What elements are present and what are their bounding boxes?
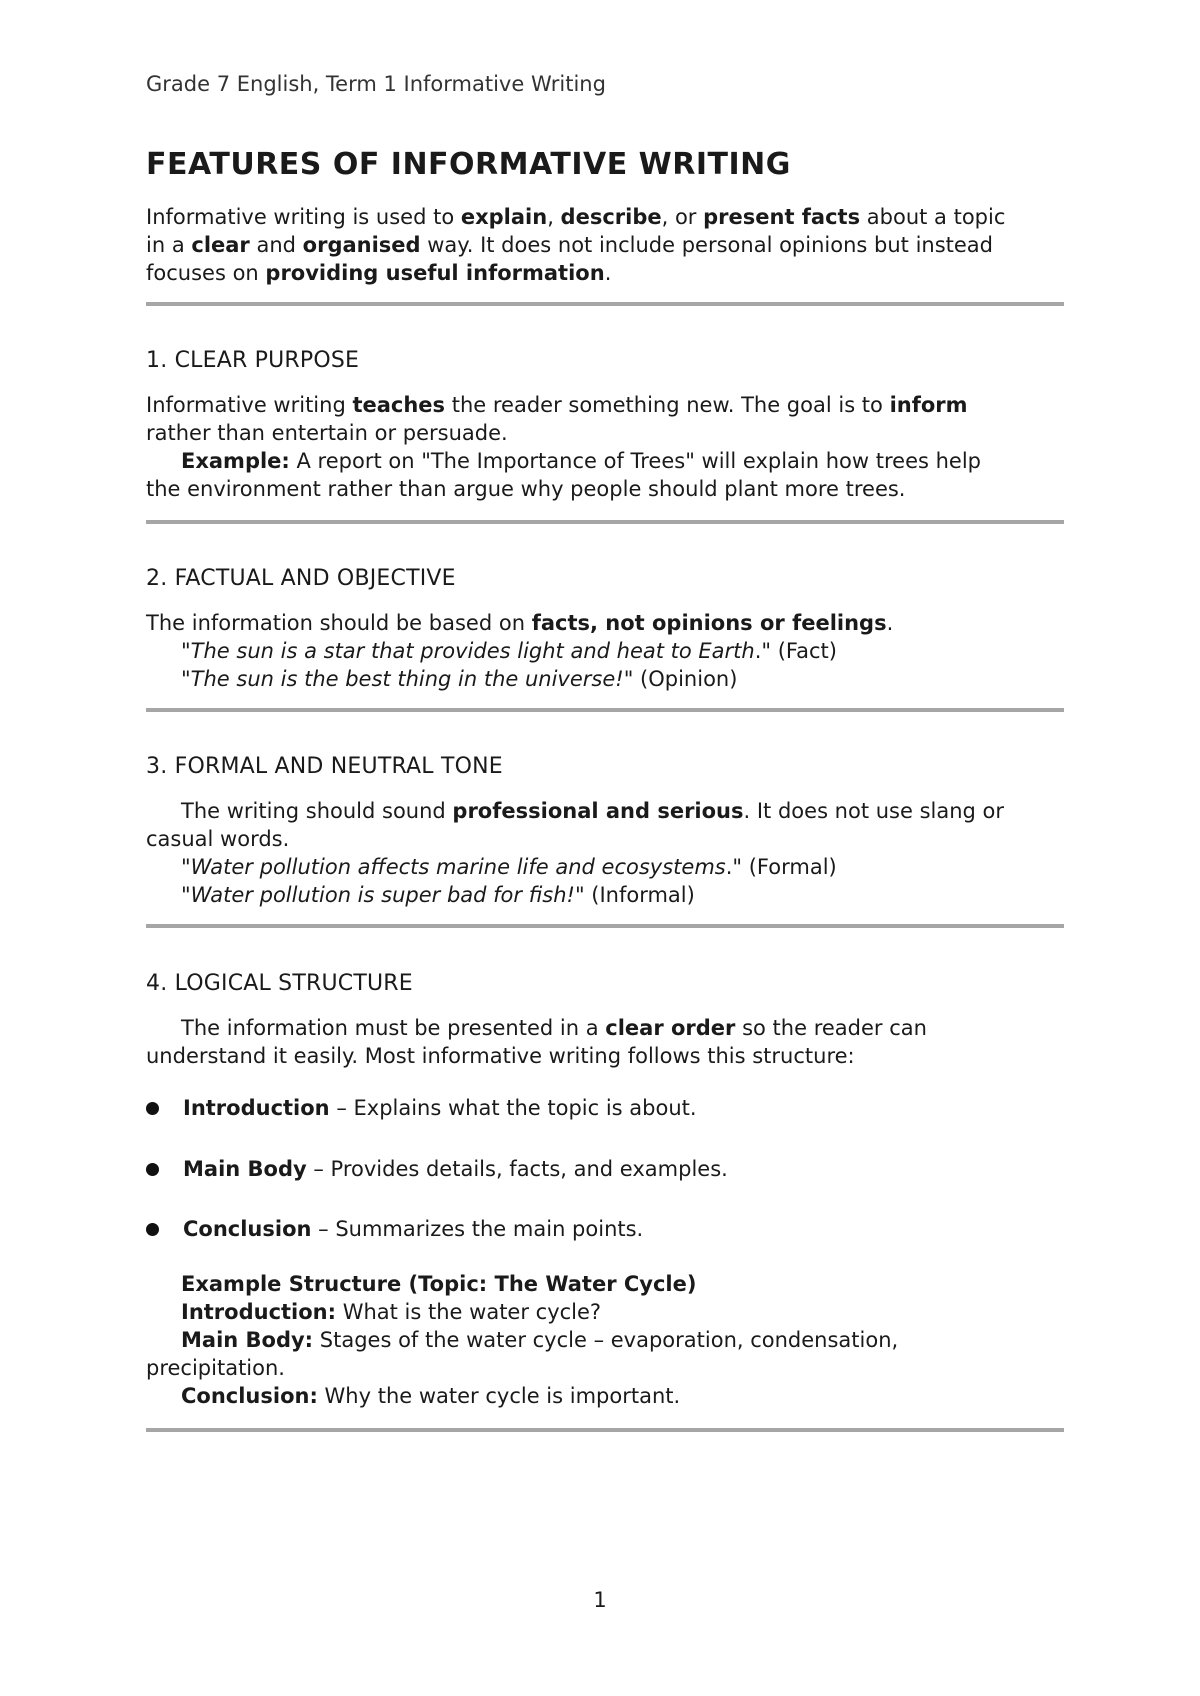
bullet-icon [146, 1223, 159, 1236]
example-conclusion: Conclusion: Why the water cycle is important. [181, 1384, 681, 1408]
example-main-body: Main Body: Stages of the water cycle – evaporation, condensation, [181, 1328, 899, 1352]
section-divider [146, 708, 1064, 712]
intro-line-2: in a clear and organised way. It does not include personal opinions but instead [146, 233, 994, 257]
list-item: Conclusion – Summarizes the main points. [146, 1217, 643, 1241]
bullet-icon [146, 1163, 159, 1176]
section-divider [146, 1428, 1064, 1432]
section-2-body [146, 609, 1064, 693]
page-title: FEATURES OF INFORMATIVE WRITING [146, 147, 791, 182]
section-3-body [146, 797, 1064, 909]
s1-line-2: rather than entertain or persuade. [146, 421, 508, 445]
example-structure [146, 1270, 1064, 1410]
page-number: 1 [593, 1588, 607, 1612]
section-divider [146, 302, 1064, 306]
intro-line-1: Informative writing is used to explain, describe, or present facts about a topic [146, 205, 1006, 229]
section-4-body [146, 1014, 1064, 1070]
section-heading-formal-tone: 3. FORMAL AND NEUTRAL TONE [146, 754, 503, 779]
bullet-icon [146, 1102, 159, 1115]
example-structure-title: Example Structure (Topic: The Water Cycle) [181, 1272, 697, 1296]
section-heading-logical-structure: 4. LOGICAL STRUCTURE [146, 971, 413, 996]
example-main-body-cont: precipitation. [146, 1356, 285, 1380]
section-heading-clear-purpose: 1. CLEAR PURPOSE [146, 348, 360, 373]
s3-formal-example: "Water pollution affects marine life and ecosystems." (Formal) [181, 855, 837, 879]
section-divider [146, 924, 1064, 928]
s2-line-1: The information should be based on facts, not opinions or feelings. [146, 611, 894, 635]
s3-line-1: The writing should sound professional and serious. It does not use slang or [181, 799, 1005, 823]
section-divider [146, 520, 1064, 524]
s4-line-2: understand it easily. Most informative writing follows this structure: [146, 1044, 855, 1068]
intro-line-3: focuses on providing useful information. [146, 261, 612, 285]
section-heading-factual-objective: 2. FACTUAL AND OBJECTIVE [146, 566, 456, 591]
s1-line-4: the environment rather than argue why people should plant more trees. [146, 477, 906, 501]
list-item: Introduction – Explains what the topic is about. [146, 1096, 697, 1120]
s3-informal-example: "Water pollution is super bad for fish!" (Informal) [181, 883, 695, 907]
s4-line-1: The information must be presented in a clear order so the reader can [181, 1016, 927, 1040]
intro-paragraph [146, 203, 1064, 287]
list-item: Main Body – Provides details, facts, and examples. [146, 1157, 728, 1181]
s1-line-1: Informative writing teaches the reader something new. The goal is to inform [146, 393, 968, 417]
s3-line-2: casual words. [146, 827, 290, 851]
page-header: Grade 7 English, Term 1 Informative Writing [146, 72, 606, 96]
s2-fact-example: "The sun is a star that provides light and heat to Earth." (Fact) [181, 639, 837, 663]
section-1-body [146, 391, 1064, 503]
s1-example-line: Example: A report on "The Importance of Trees" will explain how trees help [181, 449, 981, 473]
example-introduction: Introduction: What is the water cycle? [181, 1300, 602, 1324]
s2-opinion-example: "The sun is the best thing in the universe!" (Opinion) [181, 667, 738, 691]
